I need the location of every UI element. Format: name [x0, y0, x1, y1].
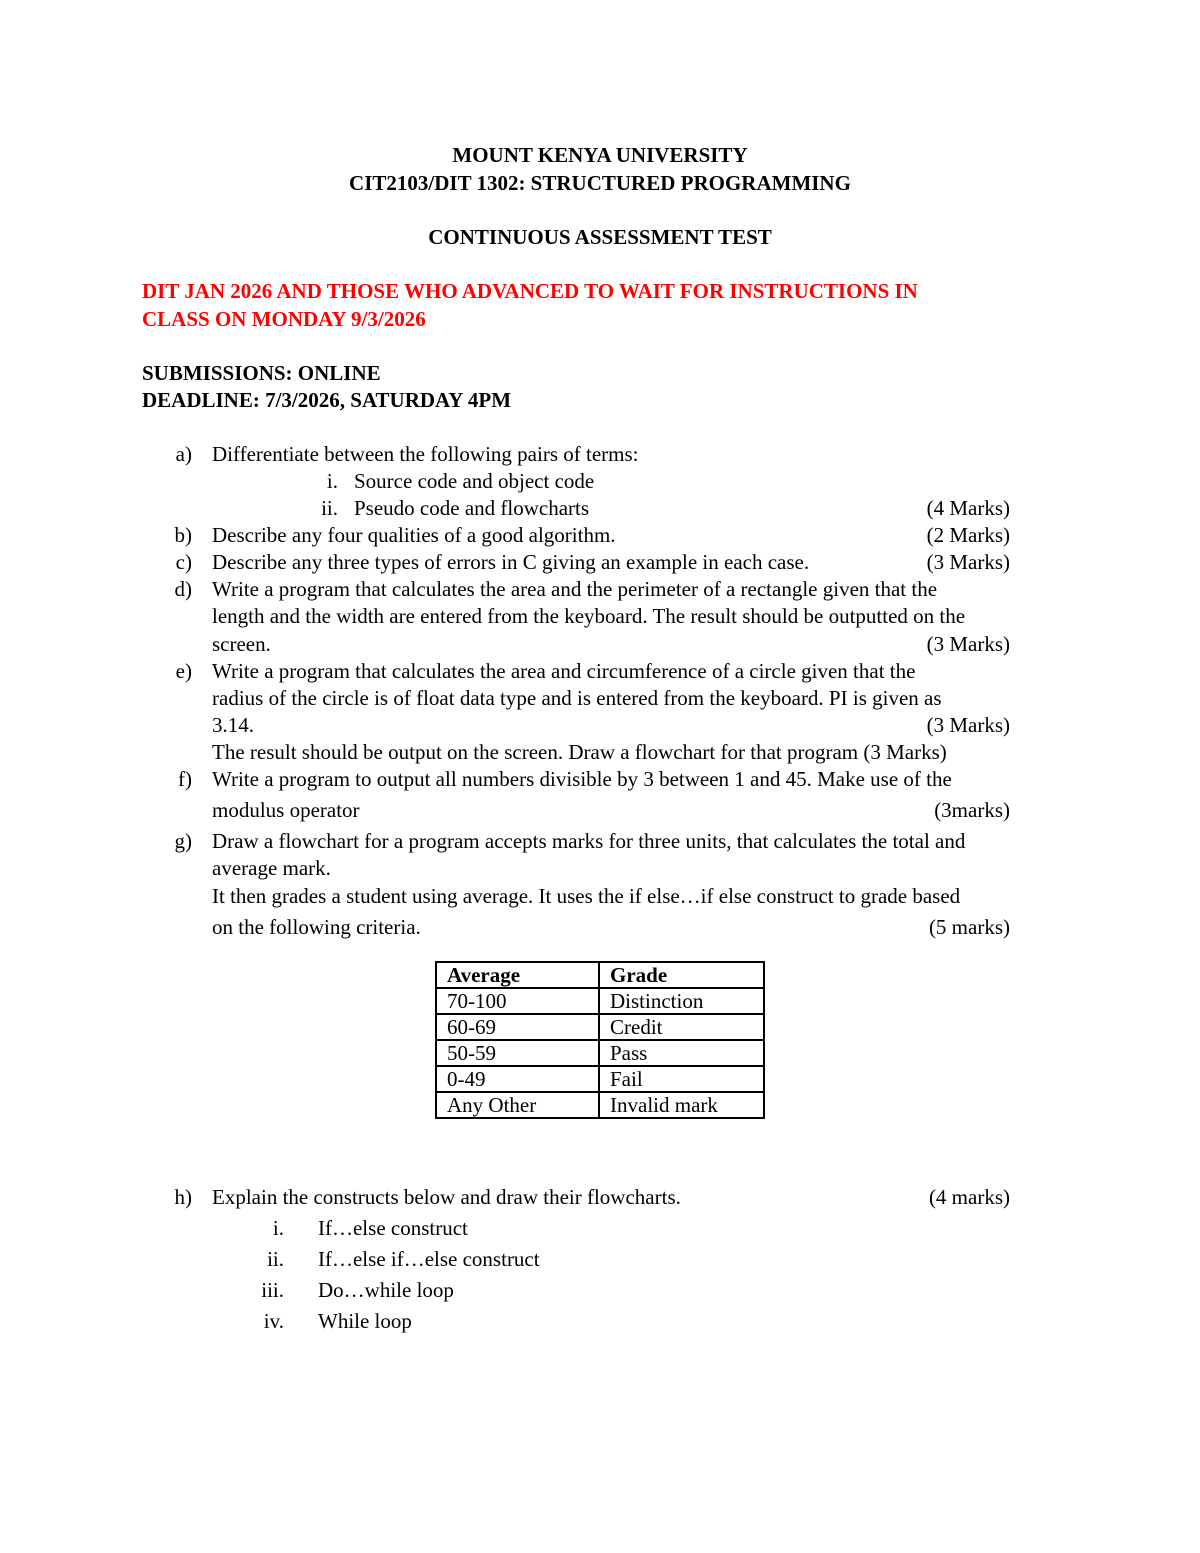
question-f-marks: (3marks)	[934, 798, 1010, 822]
table-header-row	[436, 962, 764, 988]
table-header-grade: Grade	[599, 962, 764, 988]
table-cell-grade: Distinction	[599, 988, 764, 1014]
question-d-marks: (3 Marks)	[926, 632, 1010, 656]
question-d-line-1: Write a program that calculates the area and the perimeter of a rectangle given that the	[212, 577, 938, 601]
question-e-label: e)	[175, 659, 192, 683]
question-d-line-2: length and the width are entered from the keyboard. The result should be outputted on the	[212, 604, 966, 628]
question-h-sub-4-num: iv.	[263, 1309, 284, 1333]
course-title: CIT2103/DIT 1302: STRUCTURED PROGRAMMING	[349, 171, 851, 195]
question-a-text: Differentiate between the following pairs of terms:	[212, 442, 639, 466]
question-h-marks: (4 marks)	[928, 1185, 1010, 1209]
question-g-line-3: It then grades a student using average. It uses the if else…if else construct to grade based	[212, 884, 961, 908]
question-a-sub-1-text: Source code and object code	[354, 469, 595, 493]
notice-line-1: DIT JAN 2026 AND THOSE WHO ADVANCED TO WAIT FOR INSTRUCTIONS IN	[142, 279, 918, 303]
table-cell-average: 70-100	[436, 988, 599, 1014]
question-g-line-4: on the following criteria.	[212, 915, 421, 939]
question-d-line-3: screen.	[212, 632, 271, 656]
question-g-line-1: Draw a flowchart for a program accepts marks for three units, that calculates the total and	[212, 829, 966, 853]
question-c-marks: (3 Marks)	[926, 550, 1010, 574]
question-f-label: f)	[178, 767, 192, 791]
test-title: CONTINUOUS ASSESSMENT TEST	[428, 225, 772, 249]
university-title: MOUNT KENYA UNIVERSITY	[452, 143, 748, 167]
question-c-text: Describe any three types of errors in C giving an example in each case.	[212, 550, 810, 574]
question-b-text: Describe any four qualities of a good algorithm.	[212, 523, 616, 547]
table-cell-average: 60-69	[436, 1014, 599, 1040]
table-cell-grade: Pass	[599, 1040, 764, 1066]
table-cell-grade: Credit	[599, 1014, 764, 1040]
table-row	[436, 988, 764, 1014]
question-b-label: b)	[174, 523, 192, 547]
grade-criteria-table	[435, 961, 765, 1119]
table-row	[436, 1092, 764, 1118]
table-cell-grade: Invalid mark	[599, 1092, 764, 1118]
question-h-text: Explain the constructs below and draw their flowcharts.	[212, 1185, 681, 1209]
question-a-sub-2-text: Pseudo code and flowcharts	[354, 496, 590, 520]
question-g-line-2: average mark.	[212, 856, 331, 880]
table-header-average: Average	[436, 962, 599, 988]
question-h-label: h)	[174, 1185, 192, 1209]
question-d-label: d)	[174, 577, 192, 601]
table-cell-average: 0-49	[436, 1066, 599, 1092]
question-h-sub-3-num: iii.	[261, 1278, 284, 1302]
table-cell-average: Any Other	[436, 1092, 599, 1118]
question-h-sub-4-text: While loop	[318, 1309, 412, 1333]
question-b-marks: (2 Marks)	[926, 523, 1010, 547]
table-row	[436, 1066, 764, 1092]
notice-line-2: CLASS ON MONDAY 9/3/2026	[142, 307, 426, 331]
question-e-line-1: Write a program that calculates the area and circumference of a circle given that the	[212, 659, 916, 683]
table-cell-grade: Fail	[599, 1066, 764, 1092]
question-a-marks: (4 Marks)	[926, 496, 1010, 520]
question-h-sub-2-text: If…else if…else construct	[318, 1247, 540, 1271]
table-row	[436, 1040, 764, 1066]
question-a-sub-2-num: ii.	[321, 496, 338, 520]
table-row	[436, 1014, 764, 1040]
question-h-sub-3-text: Do…while loop	[318, 1278, 454, 1302]
question-a-label: a)	[175, 442, 192, 466]
question-f-line-1: Write a program to output all numbers divisible by 3 between 1 and 45. Make use of the	[212, 767, 952, 791]
question-h-sub-1-num: i.	[272, 1216, 284, 1240]
question-e-line-2: radius of the circle is of float data type and is entered from the keyboard. PI is given as	[212, 686, 942, 710]
question-a-sub-1-num: i.	[326, 469, 338, 493]
question-g-marks: (5 marks)	[928, 915, 1010, 939]
question-e-line-4: The result should be output on the screen. Draw a flowchart for that program (3 Marks)	[212, 740, 947, 764]
question-h-sub-1-text: If…else construct	[318, 1216, 468, 1240]
question-e-line-3: 3.14.	[212, 713, 254, 737]
table-cell-average: 50-59	[436, 1040, 599, 1066]
submission-mode: SUBMISSIONS: ONLINE	[142, 361, 381, 385]
question-g-label: g)	[174, 829, 192, 853]
submission-deadline: DEADLINE: 7/3/2026, SATURDAY 4PM	[142, 388, 512, 412]
question-f-line-2: modulus operator	[212, 798, 360, 822]
question-h-sub-2-num: ii.	[267, 1247, 284, 1271]
question-c-label: c)	[175, 550, 192, 574]
question-e-marks: (3 Marks)	[926, 713, 1010, 737]
